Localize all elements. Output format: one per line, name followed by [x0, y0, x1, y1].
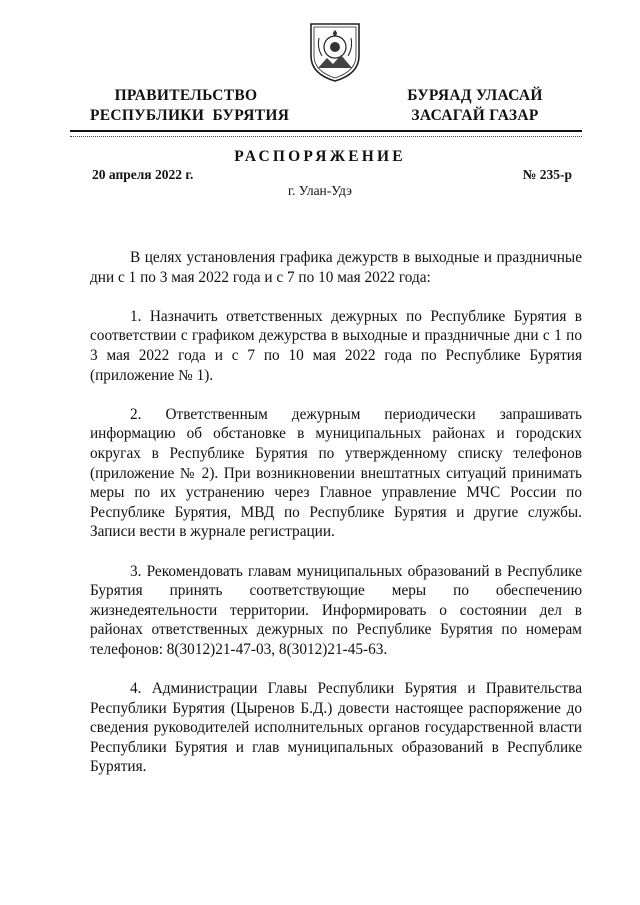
government-name-line2: РЕСПУБЛИКИ БУРЯТИЯ — [90, 107, 290, 124]
government-name-buryat-line1: БУРЯАД УЛАСАЙ — [407, 87, 543, 104]
paragraph-item-3: 3. Рекомендовать главам муниципальных образований в Республике Бурятия принять соответствующие меры по обеспечению жизнедеятельности территории. Информировать о состоянии дел в районах ответственных дежурных по Республике Бурятия по номерам телефонов: 8(3012)21-47-03, 8(3012)21-45-63. — [90, 562, 582, 658]
republic-coat-of-arms-icon — [305, 18, 365, 84]
paragraph-preamble: В целях установления графика дежурств в выходные и праздничные дни с 1 по 3 мая 2022 года и с 7 по 10 мая 2022 года: — [90, 249, 582, 286]
paragraph-item-2: 2. Ответственным дежурным периодически запрашивать информацию об обстановке в муниципальных районах и городских округах в Республике Бурятия по утвержденному списку телефонов (приложение № 2). При возникновении внештатных ситуаций принимать меры по их устранению через Главное управление МЧС России по Республике Бурятия, МВД по Республике Бурятия и другие службы. Записи вести в журнале регистрации. — [90, 405, 582, 541]
document-date: 20 апреля 2022 г. — [92, 167, 194, 182]
document-city: г. Улан-Удэ — [288, 183, 352, 198]
document-body — [90, 248, 582, 797]
government-name-russian — [90, 86, 290, 126]
document-number: № 235-р — [522, 167, 572, 182]
government-name-buryat — [400, 86, 550, 126]
header-rule — [70, 130, 582, 132]
paragraph-item-1: 1. Назначить ответственных дежурных по Республике Бурятия в соответствии с графиком дежурства в выходные и праздничные дни с 1 по 3 мая 2022 года и с 7 по 10 мая 2022 года по Республике Бурятия (приложение № 1). — [90, 307, 582, 384]
government-name-buryat-line2: ЗАСАГАЙ ГАЗАР — [411, 107, 539, 124]
header-dotted-rule — [70, 136, 582, 137]
government-name-line1: ПРАВИТЕЛЬСТВО — [114, 87, 258, 104]
paragraph-item-4: 4. Администрации Главы Республики Бурятия и Правительства Республики Бурятия (Цыренов Б.Д.) довести настоящее распоряжение до сведения руководителей исполнительных органов государственной власти Республики Бурятия и глав муниципальных образований в Республике Бурятия. — [90, 680, 582, 776]
document-title: РАСПОРЯЖЕНИЕ — [234, 148, 406, 165]
